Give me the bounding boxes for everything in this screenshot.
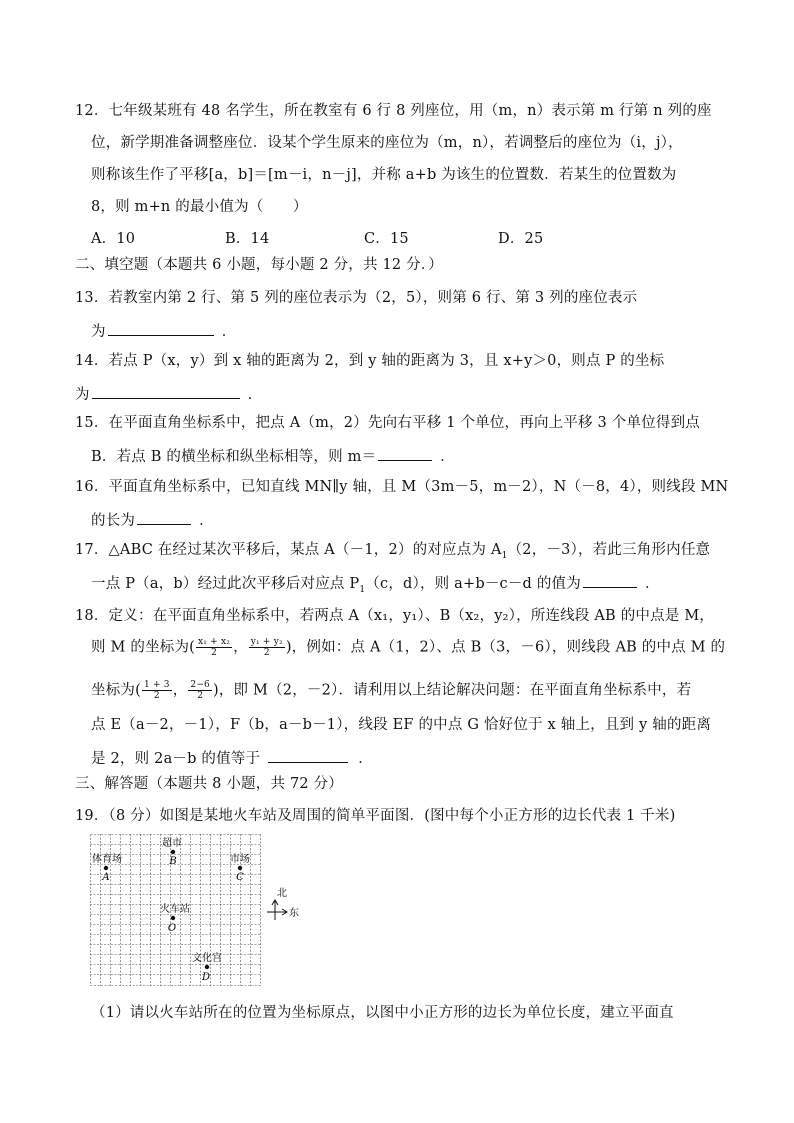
q13-line1: 13．若教室内第 2 行、第 5 列的座位表示为（2，5），则第 6 行、第 3 列的座位表示 [75, 290, 638, 306]
q14-text-pre: 为 [75, 387, 90, 403]
map-letter-a: A [102, 872, 110, 883]
compass-east-label: 东 [289, 908, 299, 919]
q18-fraction-y: $\frac{\text{y₁ + y₂}}{2}$ [250, 637, 283, 658]
q18-line3 [91, 680, 691, 701]
q17-subscript-a1: 1 [501, 550, 508, 561]
q16-text-post: ． [199, 513, 214, 529]
q12-line2: 位，新学期准备调整座位．设某个学生原来的座位为（m，n），若调整后的座位为（i，j）， [91, 135, 683, 151]
q16-text-pre: 的长为 [91, 513, 136, 529]
map-letter-d: D [201, 972, 211, 983]
q18-fraction-x: $\frac{\text{x₁ + x₂}}{2}$ [198, 637, 231, 658]
q15-line2 [91, 445, 455, 467]
q18-answer-blank[interactable] [268, 747, 348, 763]
map-label-culture-palace: 文化宫 [192, 953, 222, 964]
q18-sep: ， [233, 639, 248, 656]
q18-fraction-ex-x: $\frac{1 + 3}{2}$ [143, 680, 170, 701]
q18-line5 [91, 747, 373, 769]
map-label-station: 火车站 [160, 904, 190, 915]
q12-option-a: A．10 [91, 231, 136, 247]
q12-line4: 8，则 m+n 的最小值为（ ） [91, 199, 308, 215]
q18-text-post3: ． [358, 751, 373, 767]
q17-answer-blank[interactable] [583, 572, 637, 588]
q12-option-b: B．14 [225, 231, 270, 247]
compass-north-label: 北 [277, 888, 287, 899]
map-label-market: 市场 [230, 854, 250, 865]
map-letter-o: O [167, 923, 177, 934]
q15-line1: 15．在平面直角坐标系中，把点 A（m，2）先向右平移 1 个单位，再向上平移 3 个单位得到点 [75, 415, 700, 431]
map-label-supermarket: 超市 [162, 838, 182, 849]
compass-icon [267, 887, 299, 920]
q18-text-pre3: 是 2，则 2a－b 的值等于 [91, 751, 261, 767]
q16-line1: 16．平面直角坐标系中，已知直线 MN∥y 轴，且 M（3m－5，m－2），N（－8，4），则线段 MN [75, 479, 729, 495]
map-letter-b: B [169, 856, 177, 867]
q17-subscript-p1: 1 [359, 584, 366, 595]
map-point-d [205, 965, 209, 969]
q18-sep2: ， [172, 682, 188, 699]
q12-option-d: D．25 [498, 231, 544, 247]
q18-line4: 点 E（a－2，－1），F（b，a－b－1），线段 EF 的中点 G 恰好位于 x 轴上，且到 y 轴的距离 [91, 717, 712, 733]
q17-text-a: 17．△ABC 在经过某次平移后，某点 A（－1，2）的对应点为 A [75, 542, 502, 558]
map-point-b [171, 850, 175, 854]
q18-text-pre2: 坐标为( [91, 682, 141, 699]
q18-text-post2: )，即 M（2，－2）．请利用以上结论解决问题：在平面直角坐标系中，若 [212, 682, 692, 699]
q17-text-post: ． [644, 576, 660, 592]
q16-answer-blank[interactable] [137, 509, 191, 525]
q12-line3: 则称该生作了平移[a，b]＝[m－i，n－j]，并称 a+b 为该生的位置数．若某生的位置数为 [91, 167, 677, 183]
section3-heading: 三、解答题（本题共 8 小题，共 72 分） [75, 776, 344, 792]
q17-text-c: 一点 P（a，b）经过此次平移后对应点 P [91, 576, 360, 592]
q14-line2 [75, 383, 262, 405]
q15-answer-blank[interactable] [378, 445, 432, 461]
map-label-stadium: 体育场 [92, 854, 122, 865]
q18-line2 [91, 637, 725, 658]
q13-text-post: ． [221, 324, 237, 340]
q14-text-post: ． [247, 387, 263, 403]
q13-answer-blank[interactable] [108, 320, 214, 336]
q12-line1: 12．七年级某班有 48 名学生，所在教室有 6 行 8 列座位，用（m，n）表示第 m 行第 n 列的座 [75, 103, 712, 119]
q15-text-pre: B．若点 B 的横坐标和纵坐标相等，则 m＝ [91, 449, 377, 465]
q18-text-pre: 则 M 的坐标为( [91, 639, 196, 656]
q18-text-post: )，例如：点 A（1，2）、点 B（3，－6），则线段 AB 的中点 M 的 [285, 639, 726, 656]
q19-line1: 19．（8 分）如图是某地火车站及周围的简单平面图．(图中每个小正方形的边长代表 1 千米) [75, 808, 676, 824]
station-map [90, 834, 300, 986]
map-point-a [104, 866, 108, 870]
q17-text-d: （c，d），则 a+b－c－d 的值为 [365, 576, 581, 592]
q17-line2 [91, 572, 660, 600]
q17-text-b: （2，－3），若此三角形内任意 [507, 542, 711, 558]
q13-line2 [91, 320, 236, 342]
q14-line1: 14．若点 P（x，y）到 x 轴的距离为 2，到 y 轴的距离为 3，且 x+y＞0，则点 P 的坐标 [75, 353, 665, 369]
map-point-o [171, 916, 175, 920]
section2-heading: 二、填空题（本题共 6 小题，每小题 2 分，共 12 分．） [75, 257, 444, 273]
q14-answer-blank[interactable] [92, 383, 240, 399]
q13-text-pre: 为 [91, 324, 106, 340]
q17-line1 [75, 540, 710, 566]
q16-line2 [91, 509, 214, 531]
q19-sub1: （1）请以火车站所在的位置为坐标原点，以图中小正方形的边长为单位长度，建立平面直 [91, 1005, 674, 1021]
map-point-c [238, 866, 242, 870]
q18-line1: 18．定义：在平面直角坐标系中，若两点 A（x₁，y₁）、B（x₂，y₂），所连线段 AB 的中点是 M， [75, 608, 715, 624]
q15-text-post: ． [440, 449, 455, 465]
map-letter-c: C [236, 872, 244, 883]
q12-option-c: C．15 [364, 231, 409, 247]
q18-fraction-ex-y: $\frac{2-6}{2}$ [190, 680, 210, 701]
